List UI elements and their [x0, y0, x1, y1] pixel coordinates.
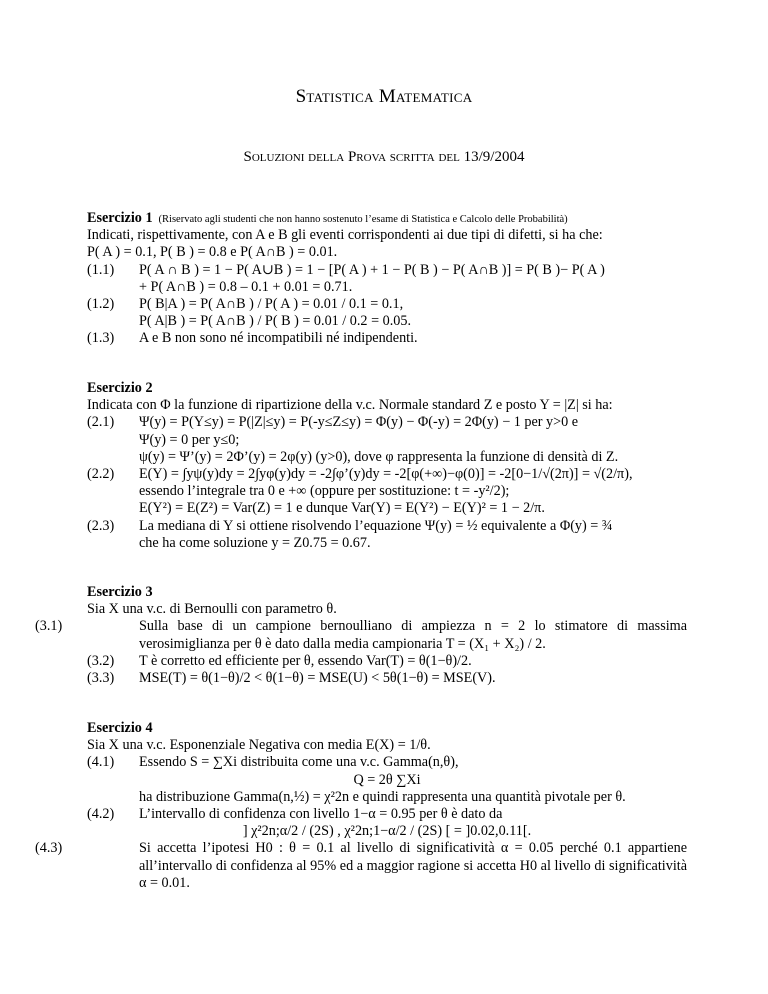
exercise-1	[87, 210, 687, 348]
exercise-4-heading: Esercizio 4	[87, 720, 153, 736]
exercise-2-line: che ha come soluzione y = Z0.75 = 0.67.	[139, 534, 371, 551]
page-subtitle: Soluzioni della Prova scritta del 13/9/2004	[243, 149, 525, 165]
exercise-3-line: MSE(T) = θ(1−θ)/2 < θ(1−θ) = MSE(U) < 5θ(1−θ) = MSE(V).	[139, 669, 496, 686]
item-number: (1.1)	[87, 261, 115, 278]
exercise-4-line: ha distribuzione Gamma(n,½) = χ²2n e quindi rappresenta una quantità pivotale per θ.	[139, 788, 626, 805]
exercise-3-line: T è corretto ed efficiente per θ, essendo Var(T) = θ(1−θ)/2.	[139, 652, 472, 669]
exercise-1-line: P( A|B ) = P( A∩B ) / P( B ) = 0.01 / 0.2 = 0.05.	[139, 313, 411, 330]
item-number: (1.2)	[87, 295, 115, 312]
exercise-1-line: A e B non sono né incompatibili né indipendenti.	[139, 330, 418, 347]
exercise-4-line: L’intervallo di confidenza con livello 1−α = 0.95 per θ è dato da	[139, 805, 503, 822]
exercise-1-heading: Esercizio 1	[87, 210, 153, 226]
exercise-3	[35, 584, 687, 687]
exercise-2	[87, 380, 687, 552]
exercise-1-line: Indicati, rispettivamente, con A e B gli eventi corrispondenti ai due tipi di difetti, si ha che:	[87, 227, 603, 244]
item-number: (2.1)	[87, 414, 115, 431]
exercise-1-note: (Riservato agli studenti che non hanno sostenuto l’esame di Statistica e Calcolo delle Probabilità)	[158, 214, 568, 225]
item-number: (4.1)	[87, 754, 115, 771]
item-number: (4.3)	[35, 840, 63, 857]
exercise-1-line: P( B|A ) = P( A∩B ) / P( A ) = 0.01 / 0.1 = 0.1,	[139, 295, 404, 312]
exercise-2-line: E(Y²) = E(Z²) = Var(Z) = 1 e dunque Var(Y) = E(Y²) − E(Y)² = 1 − 2/π.	[139, 500, 545, 517]
item-number: (3.1)	[35, 618, 63, 635]
exercise-4	[35, 720, 687, 892]
exercise-2-heading: Esercizio 2	[87, 380, 153, 396]
exercise-2-line: essendo l’integrale tra 0 e +∞ (oppure per sostituzione: t = -y²/2);	[139, 483, 510, 500]
item-number: (2.2)	[87, 465, 115, 482]
exercise-2-line: Ψ(y) = P(Y≤y) = P(|Z|≤y) = P(-y≤Z≤y) = Φ(y) − Φ(-y) = 2Φ(y) − 1 per y>0 e	[139, 414, 579, 431]
exercise-1-line: + P( A∩B ) = 0.8 – 0.1 + 0.01 = 0.71.	[139, 278, 353, 295]
exercise-2-line: Indicata con Φ la funzione di ripartizione della v.c. Normale standard Z e posto Y = |Z| si ha:	[87, 397, 613, 414]
exercise-2-line: La mediana di Y si ottiene risolvendo l’equazione Ψ(y) = ½ equivalente a Φ(y) = ¾	[139, 517, 613, 534]
exercise-2-line: Ψ(y) = 0 per y≤0;	[139, 431, 240, 448]
exercise-1-line: P( A ∩ B ) = 1 − P( A∪B ) = 1 − [P( A ) + 1 − P( B ) − P( A∩B )] = P( B )− P( A )	[139, 261, 605, 278]
exercise-4-line: Sia X una v.c. Esponenziale Negativa con media E(X) = 1/θ.	[87, 737, 431, 754]
exercise-3-line: Sulla base di un campione bernoulliano di ampiezza n = 2 lo stimatore di massima verosimiglianza per θ è dato dalla media campionaria T = (X₁ + X₂) / 2.	[139, 618, 687, 652]
item-number: (2.3)	[87, 517, 115, 534]
exercise-4-formula: Q = 2θ ∑Xi	[353, 771, 421, 788]
item-number: (4.2)	[87, 805, 115, 822]
item-number: (3.2)	[87, 652, 115, 669]
item-number: (1.3)	[87, 330, 115, 347]
exercise-4-line: Si accetta l’ipotesi H0 : θ = 0.1 al livello di significatività α = 0.05 perché 0.1 appartiene all’intervallo di confidenza al 95% ed a maggior ragione si accetta H0 al livello di significatività α = 0.01.	[139, 840, 687, 891]
exercise-1-line: P( A ) = 0.1, P( B ) = 0.8 e P( A∩B ) = 0.01.	[87, 244, 338, 261]
exercise-3-heading: Esercizio 3	[87, 584, 153, 600]
item-number: (3.3)	[87, 669, 115, 686]
exercise-3-line: Sia X una v.c. di Bernoulli con parametro θ.	[87, 601, 337, 618]
exercise-2-line: ψ(y) = Ψ’(y) = 2Φ’(y) = 2φ(y) (y>0), dove φ rappresenta la funzione di densità di Z.	[139, 448, 619, 465]
page-title: Statistica Matematica	[295, 86, 473, 107]
exercise-4-formula: ] χ²2n;α/2 / (2S) , χ²2n;1−α/2 / (2S) [ = ]0.02,0.11[.	[242, 823, 532, 840]
exercise-2-line: E(Y) = ∫yψ(y)dy = 2∫yφ(y)dy = -2∫φ’(y)dy = -2[φ(+∞)−φ(0)] = -2[0−1/√(2π)] = √(2/π),	[139, 465, 633, 482]
exercise-4-line: Essendo S = ∑Xi distribuita come una v.c. Gamma(n,θ),	[139, 754, 459, 771]
